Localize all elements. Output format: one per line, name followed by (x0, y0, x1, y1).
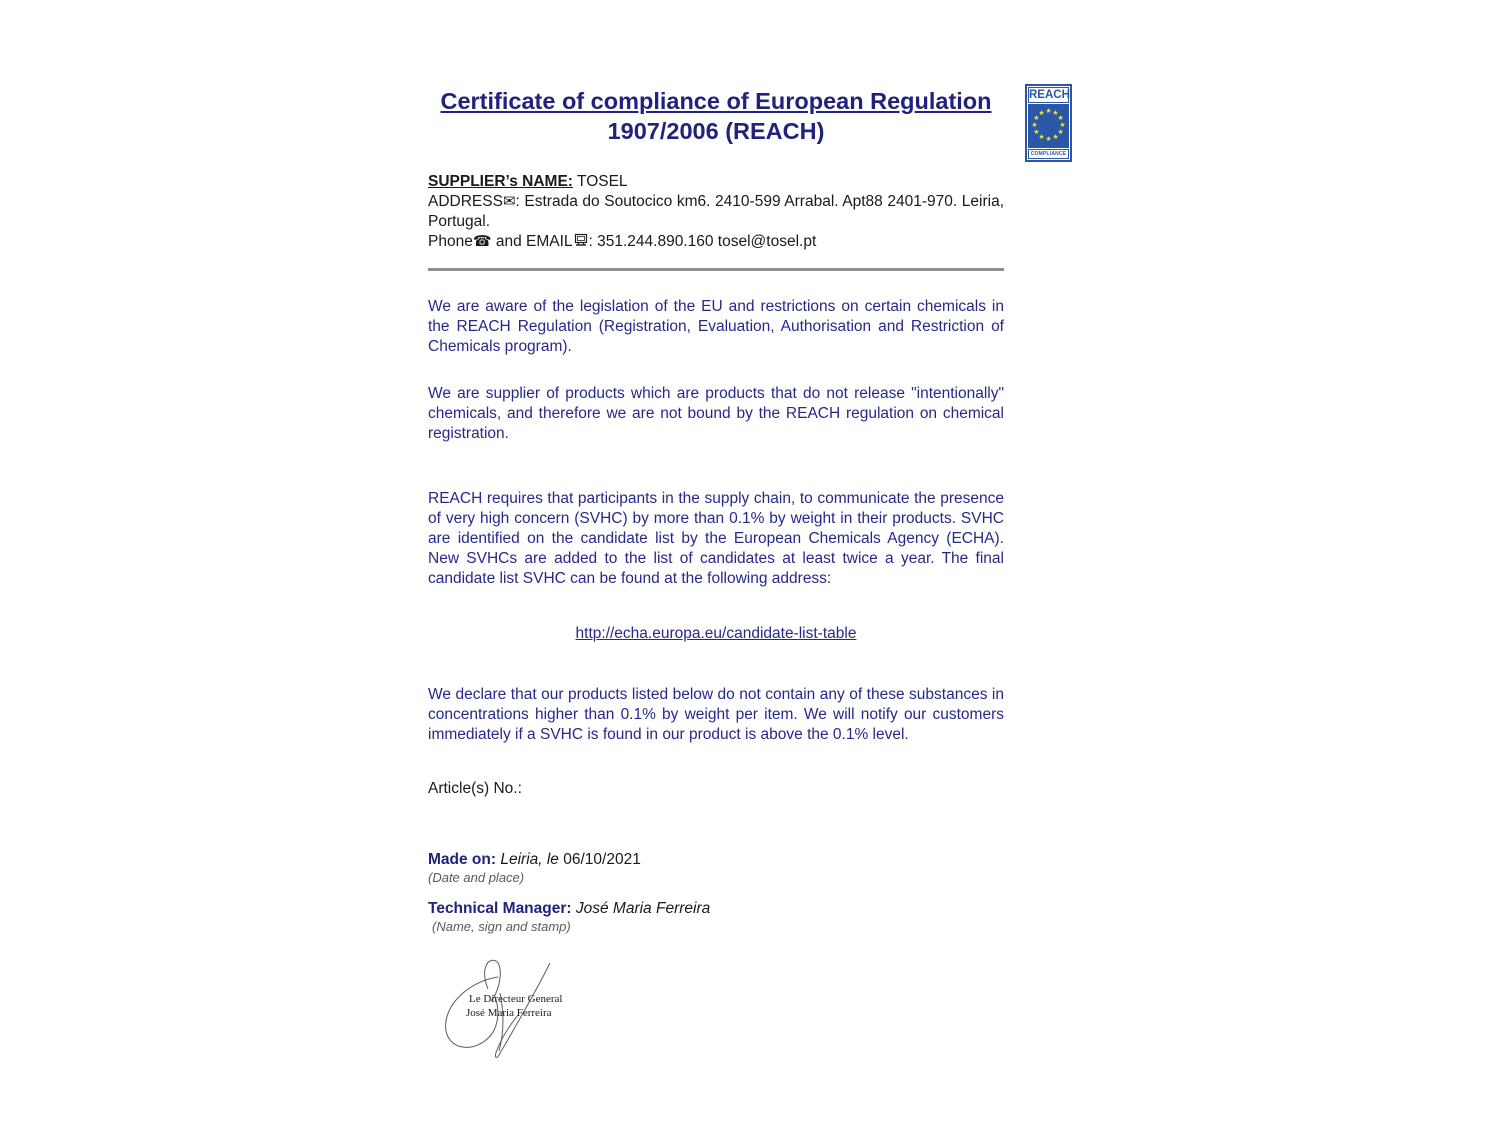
title-line-2: 1907/2006 (REACH) (607, 118, 825, 144)
candidate-list-link-row (428, 624, 1004, 644)
made-on-place: Leiria, le (500, 851, 559, 868)
technical-manager-label: Technical Manager: (428, 900, 572, 917)
technical-manager-name: José Maria Ferreira (575, 900, 711, 917)
compliance-logo-label: COMPLIANCE (1028, 149, 1069, 159)
supplier-block (428, 172, 1004, 254)
supplier-phone-line (428, 232, 1004, 254)
telephone-icon: ☎ (472, 233, 492, 250)
reach-logo-label: REACH (1029, 89, 1070, 101)
made-on-label: Made on: (428, 851, 497, 868)
name-sign-stamp-note: (Name, sign and stamp) (432, 919, 571, 934)
paragraph-supplier-statement: We are supplier of products which are products that do not release "intentionally" chemicals, and therefore we are not bound by the REACH regulation on chemical registration. (428, 385, 1004, 442)
page-title (428, 86, 1004, 146)
signature-title-text: Le Directeur General (469, 993, 563, 1005)
computer-icon (573, 233, 589, 254)
date-place-note: (Date and place) (428, 870, 525, 885)
made-on-line (428, 850, 1004, 870)
email-label: and EMAIL (491, 233, 573, 250)
signature-block (436, 957, 616, 1069)
signature-name-text: José Maria Ferreira (466, 1007, 552, 1019)
envelope-icon: ✉ (502, 193, 516, 210)
supplier-address-line (428, 192, 1004, 232)
article-number-label: Article(s) No.: (428, 780, 522, 797)
title-line-1: Certificate of compliance of European Regulation (440, 88, 992, 114)
candidate-list-link[interactable]: http://echa.europa.eu/candidate-list-table (575, 625, 857, 642)
paragraph-reach-requirements: REACH requires that participants in the supply chain, to communicate the presence of very high concern (SVHC) by more than 0.1% by weight in their products. SVHC are identified on the candidate list by the European Chemicals Agency (ECHA). New SVHCs are added to the list of candidates at least twice a year. The final candidate list SVHC can be found at the following address: (428, 490, 1004, 587)
supplier-name-value: TOSEL (577, 173, 628, 190)
paragraph-awareness: We are aware of the legislation of the EU and restrictions on certain chemicals in the REACH Regulation (Registration, Evaluation, Authorisation and Restriction of Chemicals program). (428, 298, 1004, 355)
supplier-name-line (428, 172, 1004, 192)
reach-compliance-logo (1025, 84, 1072, 162)
supplier-name-label: SUPPLIER’s NAME: (428, 173, 573, 190)
technical-manager-line (428, 899, 1004, 919)
paragraph-declaration: We declare that our products listed below do not contain any of these substances in concentrations higher than 0.1% by weight per item. We will notify our customers immediately if a SVHC is found in our product is above the 0.1% level. (428, 686, 1004, 743)
document-body (428, 86, 1004, 1069)
horizontal-divider (428, 268, 1004, 271)
made-on-date: 06/10/2021 (563, 851, 641, 868)
address-value: : Estrada do Soutocico km6. 2410-599 Arrabal. Apt88 2401-970. Leiria, Portugal. (428, 193, 1004, 230)
eu-stars-icon: ★ ★ ★ ★ ★ ★ ★ ★ ★ ★ ★ ★ (1028, 104, 1069, 148)
phone-email-value: : 351.244.890.160 tosel@tosel.pt (588, 233, 817, 250)
phone-label: Phone (428, 233, 473, 250)
address-label: ADDRESS (428, 193, 503, 210)
